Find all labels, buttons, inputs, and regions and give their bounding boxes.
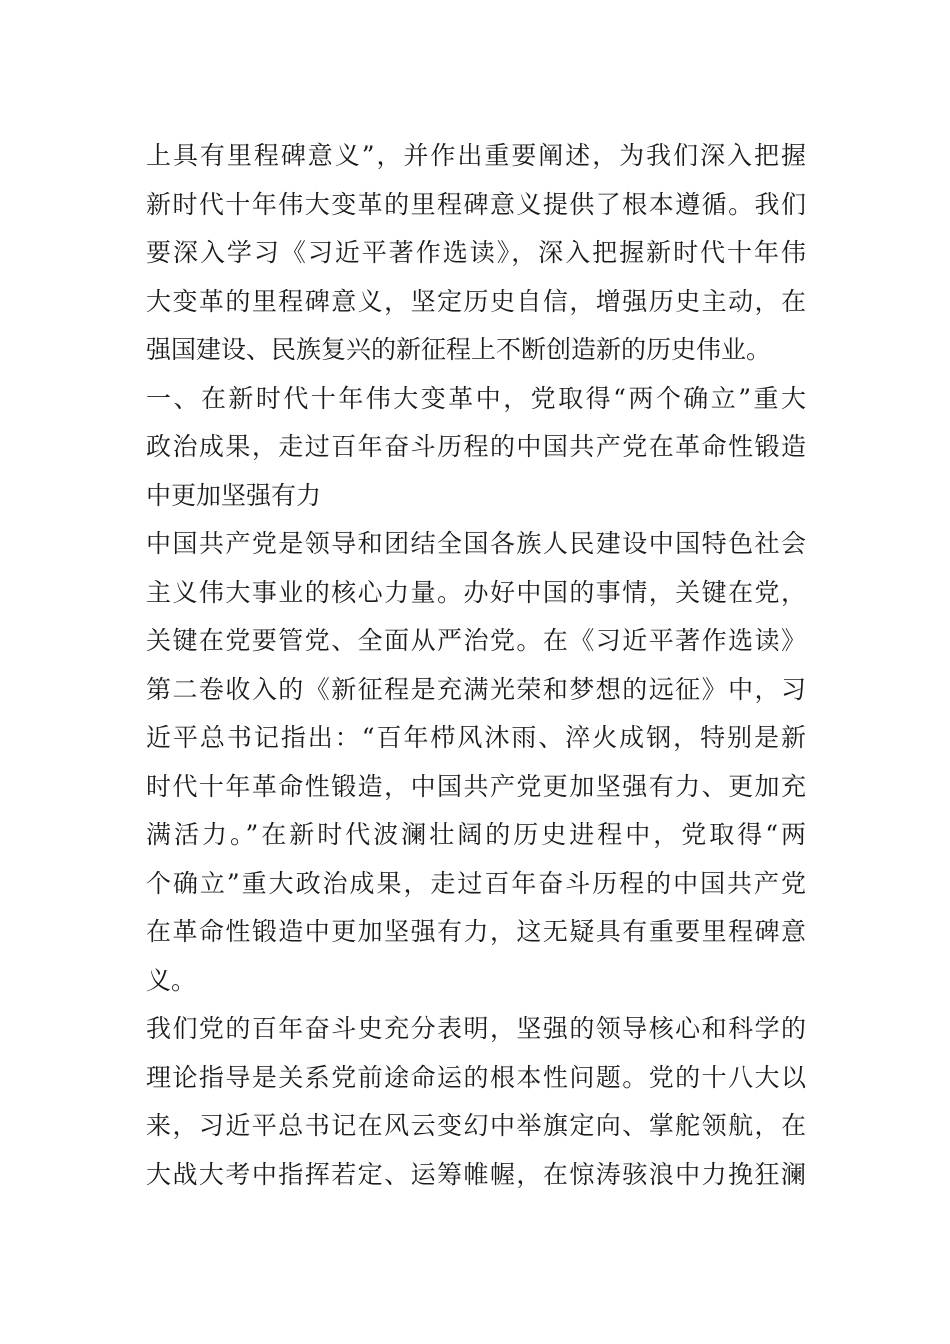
- text-line: 要深入学习《习近平著作选读》，深入把握新时代十年伟: [146, 238, 806, 267]
- text-line: 大变革的里程碑意义，坚定历史自信，增强历史主动，在: [146, 286, 806, 316]
- text-line: 第二卷收入的《新征程是充满光荣和梦想的远征》中，习: [146, 674, 806, 704]
- section-heading-line: 一、在新时代十年伟大变革中，党取得“两个确立”重大: [146, 383, 806, 413]
- text-line: 在革命性锻造中更加坚强有力，这无疑具有重要里程碑意: [146, 917, 806, 946]
- text-line: 理论指导是关系党前途命运的根本性问题。党的十八大以: [146, 1062, 806, 1092]
- text-line: 时代十年革命性锻造，中国共产党更加坚强有力、更加充: [146, 771, 806, 801]
- text-line: 义。: [146, 965, 197, 995]
- text-line: 来，习近平总书记在风云变幻中举旗定向、掌舵领航，在: [146, 1111, 806, 1140]
- text-line: 近平总书记指出：“百年栉风沐雨、淬火成钢，特别是新: [146, 723, 806, 752]
- text-line: 新时代十年伟大变革的里程碑意义提供了根本遵循。我们: [146, 189, 806, 219]
- text-line: 上具有里程碑意义”，并作出重要阐述，为我们深入把握: [146, 141, 806, 170]
- text-line: 个确立”重大政治成果，走过百年奋斗历程的中国共产党: [146, 868, 806, 898]
- body-text: [146, 132, 806, 1199]
- section-heading-line: 中更加坚强有力: [146, 480, 322, 510]
- text-line: 中国共产党是领导和团结全国各族人民建设中国特色社会: [146, 529, 806, 558]
- text-line: 主义伟大事业的核心力量。办好中国的事情，关键在党，: [146, 577, 806, 607]
- section-heading-line: 政治成果，走过百年奋斗历程的中国共产党在革命性锻造: [146, 432, 806, 461]
- text-line: 大战大考中指挥若定、运筹帷幄，在惊涛骇浪中力挽狂澜: [146, 1159, 806, 1189]
- text-line: 满活力。”在新时代波澜壮阔的历史进程中，党取得“两: [146, 820, 806, 849]
- text-line: 我们党的百年奋斗史充分表明，坚强的领导核心和科学的: [146, 1014, 806, 1043]
- text-line: 关键在党要管党、全面从严治党。在《习近平著作选读》: [146, 626, 806, 655]
- text-line: 强国建设、民族复兴的新征程上不断创造新的历史伟业。: [146, 335, 772, 364]
